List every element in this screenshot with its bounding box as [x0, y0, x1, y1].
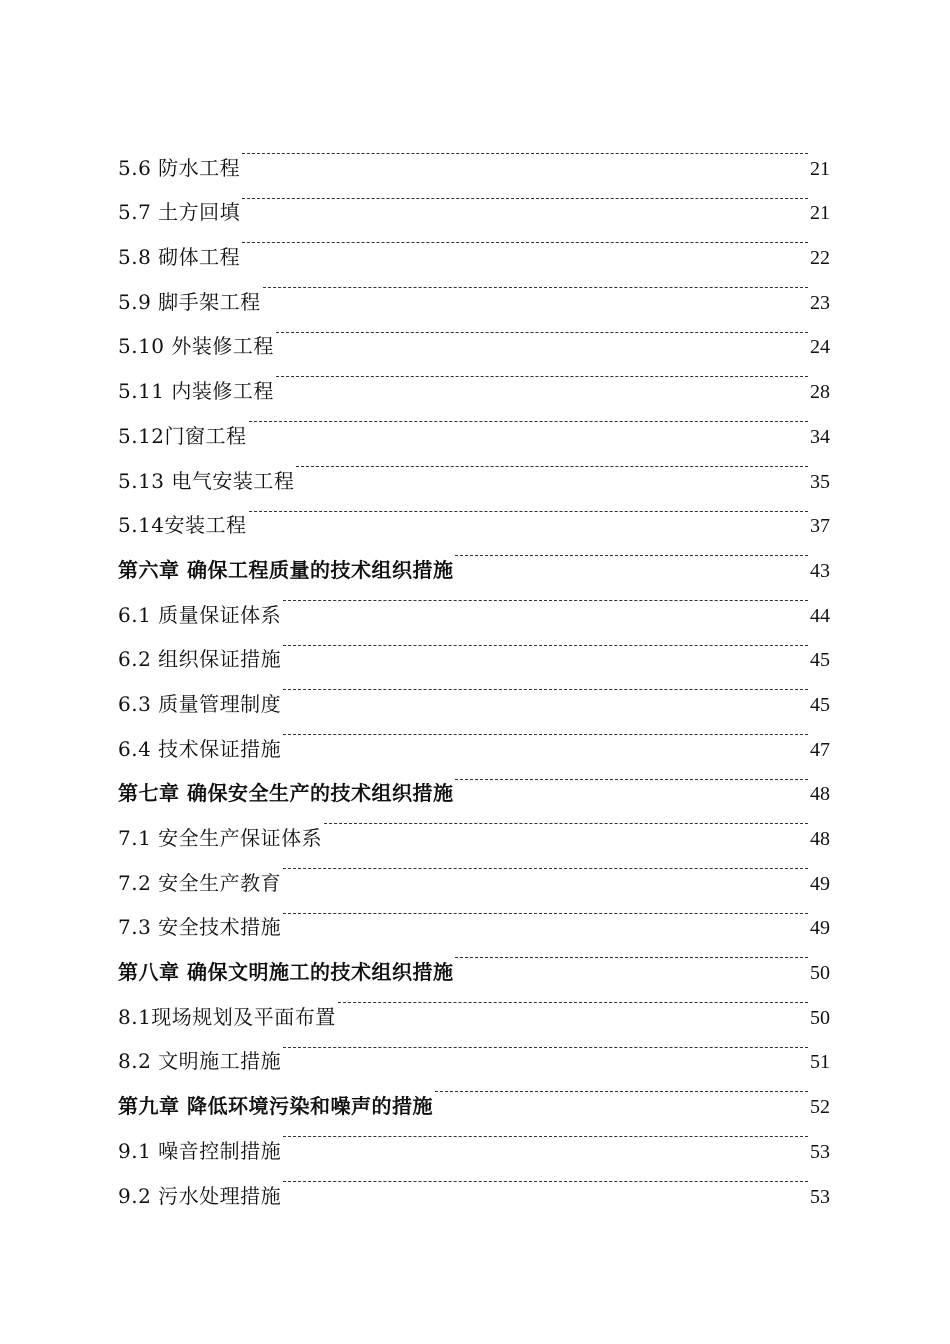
toc-entry-title: 7.2 安全生产教育	[118, 870, 282, 895]
toc-entry-title: 5.10 外装修工程	[118, 334, 274, 359]
toc-entry-title: 6.2 组织保证措施	[118, 647, 282, 672]
toc-page-number: 47	[810, 738, 830, 761]
toc-leader-dashes	[283, 1024, 808, 1069]
toc-page-number: 48	[810, 828, 830, 850]
toc-entry-title: 9.2 污水处理措施	[118, 1183, 282, 1208]
toc-leader-dashes	[283, 666, 808, 711]
toc-entry-title: 5.8 砌体工程	[118, 245, 241, 270]
toc-page-number: 28	[810, 381, 830, 404]
toc-page-number: 53	[810, 1185, 830, 1208]
toc-leader-dashes	[283, 845, 808, 890]
toc-entry-title: 5.9 脚手架工程	[118, 289, 261, 314]
toc-leader-dashes	[276, 353, 808, 398]
toc-page-number: 51	[810, 1051, 830, 1074]
toc-leader-dashes	[338, 979, 808, 1024]
toc-leader-dashes	[324, 800, 808, 845]
toc-leader-dashes	[242, 175, 808, 220]
toc-entry-title: 5.13 电气安装工程	[118, 468, 295, 493]
toc-leader-dashes	[283, 890, 808, 935]
toc-page-number: 48	[810, 783, 830, 806]
toc-leader-dashes	[283, 1113, 808, 1158]
toc-leader-dashes	[283, 577, 808, 622]
toc-page-number: 35	[810, 470, 830, 493]
toc-leader-dashes	[296, 443, 808, 488]
toc-page-number: 43	[810, 559, 830, 582]
toc-entry-title: 5.12门窗工程	[118, 423, 247, 448]
toc-page-number: 49	[810, 872, 830, 895]
toc-page-number: 45	[810, 649, 830, 672]
toc-leader-dashes	[276, 309, 808, 354]
toc-page-number: 53	[810, 1140, 830, 1163]
toc-entry-title: 8.1现场规划及平面布置	[118, 1004, 336, 1029]
toc-page-number: 50	[810, 962, 830, 985]
toc-leader-dashes	[242, 130, 808, 175]
toc-page-number: 37	[810, 515, 830, 538]
toc-leader-dashes	[455, 756, 808, 801]
toc-page-number: 50	[810, 1006, 830, 1029]
toc-leader-dashes	[249, 488, 808, 533]
toc-entry-title: 5.6 防水工程	[118, 155, 241, 180]
toc-leader-dashes	[283, 711, 808, 756]
toc-entry-title: 9.1 噪音控制措施	[118, 1138, 282, 1163]
toc-page-number: 23	[810, 291, 830, 314]
toc-entry-title: 6.3 质量管理制度	[118, 691, 282, 716]
toc-entry[interactable]	[118, 130, 830, 180]
toc-leader-dashes	[435, 1068, 808, 1113]
toc-leader-dashes	[455, 532, 808, 577]
toc-page-number: 49	[810, 917, 830, 940]
toc-chapter-title: 第九章 降低环境污染和噪声的措施	[118, 1094, 433, 1119]
toc-chapter-title: 第八章 确保文明施工的技术组织措施	[118, 960, 454, 985]
toc-leader-dashes	[283, 622, 808, 667]
toc-entry-title: 5.11 内装修工程	[118, 379, 274, 404]
toc-page-number: 45	[810, 693, 830, 716]
toc-page-number: 34	[810, 425, 830, 448]
toc-page-number: 24	[810, 336, 830, 359]
toc-entry-title: 5.7 土方回填	[118, 200, 241, 225]
toc-entry-title: 6.1 质量保证体系	[118, 602, 282, 627]
toc-leader-dashes	[455, 934, 808, 979]
toc-leader-dashes	[263, 264, 808, 309]
table-of-contents	[118, 130, 830, 1208]
toc-leader-dashes	[249, 398, 808, 443]
toc-page-number: 44	[810, 604, 830, 627]
toc-page-number: 52	[810, 1096, 830, 1119]
toc-chapter-title: 第六章 确保工程质量的技术组织措施	[118, 557, 454, 582]
toc-entry-title: 7.3 安全技术措施	[118, 915, 282, 940]
toc-entry-title: 6.4 技术保证措施	[118, 736, 282, 761]
toc-leader-dashes	[242, 219, 808, 264]
toc-page-number: 22	[810, 247, 830, 270]
toc-entry-title: 7.1 安全生产保证体系	[118, 826, 323, 850]
toc-entry-title: 8.2 文明施工措施	[118, 1049, 282, 1074]
toc-page-number: 21	[810, 202, 830, 225]
toc-leader-dashes	[283, 1158, 808, 1203]
toc-chapter-title: 第七章 确保安全生产的技术组织措施	[118, 781, 454, 806]
toc-entry-title: 5.14安装工程	[118, 513, 247, 538]
toc-page-number: 21	[810, 157, 830, 180]
